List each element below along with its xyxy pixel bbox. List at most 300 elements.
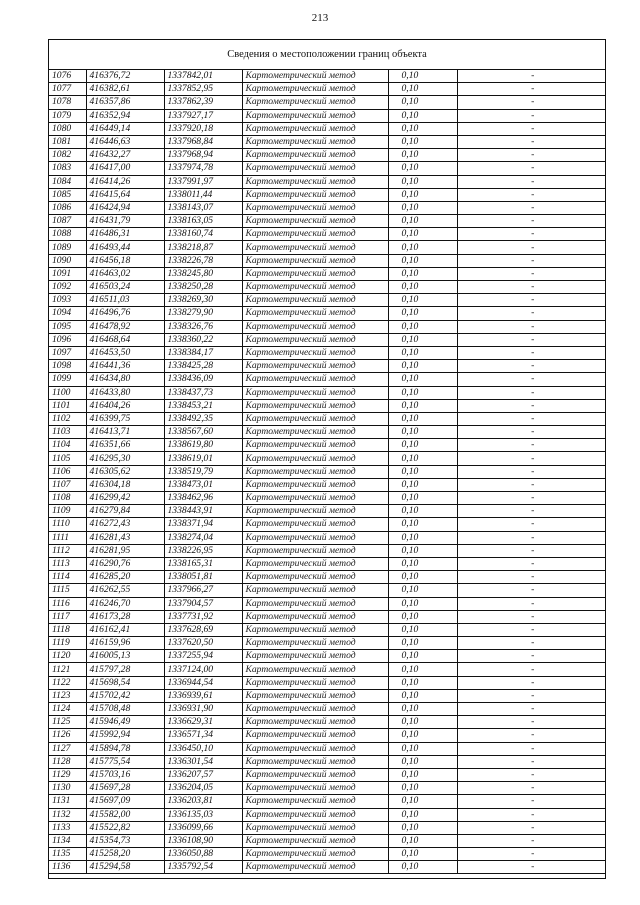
y-coordinate-cell: 1337968,94 <box>164 149 242 162</box>
x-coordinate-cell: 416404,26 <box>86 399 164 412</box>
point-number-cell: 1109 <box>49 505 86 518</box>
y-coordinate-cell: 1338453,21 <box>164 399 242 412</box>
point-number-cell: 1114 <box>49 571 86 584</box>
error-cell: 0,10 <box>388 346 457 359</box>
x-coordinate-cell: 416463,02 <box>86 267 164 280</box>
method-cell: Картометрический метод <box>242 689 388 702</box>
x-coordinate-cell: 415522,82 <box>86 821 164 834</box>
y-coordinate-cell: 1336629,31 <box>164 716 242 729</box>
error-cell: 0,10 <box>388 241 457 254</box>
method-cell: Картометрический метод <box>242 452 388 465</box>
y-coordinate-cell: 1338160,74 <box>164 228 242 241</box>
method-cell: Картометрический метод <box>242 228 388 241</box>
x-coordinate-cell: 415582,00 <box>86 808 164 821</box>
description-cell: - <box>457 373 605 386</box>
x-coordinate-cell: 416453,50 <box>86 346 164 359</box>
y-coordinate-cell: 1337920,18 <box>164 122 242 135</box>
error-cell: 0,10 <box>388 676 457 689</box>
y-coordinate-cell: 1338274,04 <box>164 531 242 544</box>
method-cell: Картометрический метод <box>242 571 388 584</box>
error-cell: 0,10 <box>388 96 457 109</box>
method-cell: Картометрический метод <box>242 109 388 122</box>
y-coordinate-cell: 1338384,17 <box>164 346 242 359</box>
error-cell: 0,10 <box>388 557 457 570</box>
x-coordinate-cell: 416441,36 <box>86 360 164 373</box>
x-coordinate-cell: 416414,26 <box>86 175 164 188</box>
method-cell: Картометрический метод <box>242 623 388 636</box>
x-coordinate-cell: 415294,58 <box>86 861 164 874</box>
point-number-cell: 1121 <box>49 663 86 676</box>
point-number-cell: 1112 <box>49 544 86 557</box>
table-row <box>49 254 605 267</box>
y-coordinate-cell: 1335792,54 <box>164 861 242 874</box>
x-coordinate-cell: 416468,64 <box>86 333 164 346</box>
x-coordinate-cell: 416413,71 <box>86 426 164 439</box>
error-cell: 0,10 <box>388 861 457 874</box>
error-cell: 0,10 <box>388 267 457 280</box>
method-cell: Картометрический метод <box>242 281 388 294</box>
table-row <box>49 610 605 623</box>
x-coordinate-cell: 416496,76 <box>86 307 164 320</box>
error-cell: 0,10 <box>388 122 457 135</box>
description-cell: - <box>457 834 605 847</box>
y-coordinate-cell: 1338619,01 <box>164 452 242 465</box>
description-cell: - <box>457 254 605 267</box>
y-coordinate-cell: 1336050,88 <box>164 848 242 861</box>
point-number-cell: 1105 <box>49 452 86 465</box>
description-cell: - <box>457 703 605 716</box>
table-row <box>49 83 605 96</box>
x-coordinate-cell: 415946,49 <box>86 716 164 729</box>
point-number-cell: 1130 <box>49 782 86 795</box>
y-coordinate-cell: 1336450,10 <box>164 742 242 755</box>
description-cell: - <box>457 162 605 175</box>
table-row <box>49 729 605 742</box>
description-cell: - <box>457 386 605 399</box>
error-cell: 0,10 <box>388 808 457 821</box>
error-cell: 0,10 <box>388 623 457 636</box>
x-coordinate-cell: 416456,18 <box>86 254 164 267</box>
point-number-cell: 1092 <box>49 281 86 294</box>
description-cell: - <box>457 597 605 610</box>
error-cell: 0,10 <box>388 360 457 373</box>
y-coordinate-cell: 1338462,96 <box>164 492 242 505</box>
error-cell: 0,10 <box>388 294 457 307</box>
y-coordinate-cell: 1336108,90 <box>164 834 242 847</box>
point-number-cell: 1128 <box>49 755 86 768</box>
y-coordinate-cell: 1338245,80 <box>164 267 242 280</box>
error-cell: 0,10 <box>388 201 457 214</box>
table-row <box>49 228 605 241</box>
x-coordinate-cell: 416382,61 <box>86 83 164 96</box>
point-number-cell: 1123 <box>49 689 86 702</box>
method-cell: Картометрический метод <box>242 729 388 742</box>
table-row <box>49 637 605 650</box>
point-number-cell: 1107 <box>49 478 86 491</box>
error-cell: 0,10 <box>388 254 457 267</box>
x-coordinate-cell: 416357,86 <box>86 96 164 109</box>
description-cell: - <box>457 861 605 874</box>
point-number-cell: 1096 <box>49 333 86 346</box>
point-number-cell: 1078 <box>49 96 86 109</box>
table-row <box>49 703 605 716</box>
point-number-cell: 1126 <box>49 729 86 742</box>
x-coordinate-cell: 416449,14 <box>86 122 164 135</box>
error-cell: 0,10 <box>388 755 457 768</box>
description-cell: - <box>457 228 605 241</box>
point-number-cell: 1080 <box>49 122 86 135</box>
table-row <box>49 135 605 148</box>
point-number-cell: 1087 <box>49 215 86 228</box>
method-cell: Картометрический метод <box>242 663 388 676</box>
method-cell: Картометрический метод <box>242 768 388 781</box>
method-cell: Картометрический метод <box>242 848 388 861</box>
method-cell: Картометрический метод <box>242 215 388 228</box>
y-coordinate-cell: 1338163,05 <box>164 215 242 228</box>
x-coordinate-cell: 415797,28 <box>86 663 164 676</box>
method-cell: Картометрический метод <box>242 175 388 188</box>
method-cell: Картометрический метод <box>242 557 388 570</box>
description-cell: - <box>457 426 605 439</box>
x-coordinate-cell: 416478,92 <box>86 320 164 333</box>
description-cell: - <box>457 333 605 346</box>
point-number-cell: 1118 <box>49 623 86 636</box>
method-cell: Картометрический метод <box>242 808 388 821</box>
method-cell: Картометрический метод <box>242 267 388 280</box>
error-cell: 0,10 <box>388 478 457 491</box>
point-number-cell: 1079 <box>49 109 86 122</box>
description-cell: - <box>457 557 605 570</box>
point-number-cell: 1125 <box>49 716 86 729</box>
y-coordinate-cell: 1337620,50 <box>164 637 242 650</box>
point-number-cell: 1102 <box>49 412 86 425</box>
x-coordinate-cell: 416162,41 <box>86 623 164 636</box>
description-cell: - <box>457 531 605 544</box>
method-cell: Картометрический метод <box>242 399 388 412</box>
y-coordinate-cell: 1336135,03 <box>164 808 242 821</box>
point-number-cell: 1077 <box>49 83 86 96</box>
table-row <box>49 465 605 478</box>
y-coordinate-cell: 1338492,35 <box>164 412 242 425</box>
page-number: 213 <box>311 12 329 24</box>
point-number-cell: 1086 <box>49 201 86 214</box>
method-cell: Картометрический метод <box>242 386 388 399</box>
x-coordinate-cell: 416005,13 <box>86 650 164 663</box>
table-row <box>49 70 605 83</box>
table-row <box>49 320 605 333</box>
y-coordinate-cell: 1337927,17 <box>164 109 242 122</box>
point-number-cell: 1090 <box>49 254 86 267</box>
description-cell: - <box>457 544 605 557</box>
point-number-cell: 1083 <box>49 162 86 175</box>
description-cell: - <box>457 412 605 425</box>
error-cell: 0,10 <box>388 531 457 544</box>
table-row <box>49 742 605 755</box>
method-cell: Картометрический метод <box>242 320 388 333</box>
table-row <box>49 281 605 294</box>
point-number-cell: 1135 <box>49 848 86 861</box>
y-coordinate-cell: 1337991,97 <box>164 175 242 188</box>
error-cell: 0,10 <box>388 281 457 294</box>
coordinates-sheet <box>48 39 606 879</box>
x-coordinate-cell: 416173,28 <box>86 610 164 623</box>
y-coordinate-cell: 1337731,92 <box>164 610 242 623</box>
error-cell: 0,10 <box>388 689 457 702</box>
method-cell: Картометрический метод <box>242 439 388 452</box>
description-cell: - <box>457 360 605 373</box>
description-cell: - <box>457 399 605 412</box>
method-cell: Картометрический метод <box>242 755 388 768</box>
error-cell: 0,10 <box>388 610 457 623</box>
table-row <box>49 650 605 663</box>
table-row <box>49 808 605 821</box>
error-cell: 0,10 <box>388 492 457 505</box>
y-coordinate-cell: 1337862,39 <box>164 96 242 109</box>
y-coordinate-cell: 1338051,81 <box>164 571 242 584</box>
error-cell: 0,10 <box>388 782 457 795</box>
x-coordinate-cell: 415698,54 <box>86 676 164 689</box>
y-coordinate-cell: 1338371,94 <box>164 518 242 531</box>
coordinates-table-body <box>49 70 605 874</box>
point-number-cell: 1113 <box>49 557 86 570</box>
x-coordinate-cell: 415708,48 <box>86 703 164 716</box>
method-cell: Картометрический метод <box>242 333 388 346</box>
method-cell: Картометрический метод <box>242 597 388 610</box>
table-row <box>49 399 605 412</box>
error-cell: 0,10 <box>388 386 457 399</box>
y-coordinate-cell: 1338519,79 <box>164 465 242 478</box>
error-cell: 0,10 <box>388 716 457 729</box>
y-coordinate-cell: 1336571,34 <box>164 729 242 742</box>
table-row <box>49 215 605 228</box>
error-cell: 0,10 <box>388 834 457 847</box>
y-coordinate-cell: 1338226,95 <box>164 544 242 557</box>
description-cell: - <box>457 307 605 320</box>
point-number-cell: 1108 <box>49 492 86 505</box>
table-row <box>49 848 605 861</box>
method-cell: Картометрический метод <box>242 254 388 267</box>
point-number-cell: 1081 <box>49 135 86 148</box>
point-number-cell: 1116 <box>49 597 86 610</box>
description-cell: - <box>457 623 605 636</box>
description-cell: - <box>457 70 605 83</box>
point-number-cell: 1094 <box>49 307 86 320</box>
method-cell: Картометрический метод <box>242 412 388 425</box>
table-row <box>49 689 605 702</box>
table-row <box>49 386 605 399</box>
x-coordinate-cell: 416281,43 <box>86 531 164 544</box>
table-row <box>49 412 605 425</box>
method-cell: Картометрический метод <box>242 373 388 386</box>
y-coordinate-cell: 1338226,78 <box>164 254 242 267</box>
x-coordinate-cell: 415703,16 <box>86 768 164 781</box>
method-cell: Картометрический метод <box>242 716 388 729</box>
error-cell: 0,10 <box>388 307 457 320</box>
x-coordinate-cell: 416446,63 <box>86 135 164 148</box>
error-cell: 0,10 <box>388 729 457 742</box>
error-cell: 0,10 <box>388 703 457 716</box>
description-cell: - <box>457 281 605 294</box>
table-row <box>49 755 605 768</box>
description-cell: - <box>457 294 605 307</box>
x-coordinate-cell: 416290,76 <box>86 557 164 570</box>
method-cell: Картометрический метод <box>242 149 388 162</box>
description-cell: - <box>457 215 605 228</box>
error-cell: 0,10 <box>388 597 457 610</box>
y-coordinate-cell: 1337904,57 <box>164 597 242 610</box>
table-row <box>49 360 605 373</box>
description-cell: - <box>457 439 605 452</box>
y-coordinate-cell: 1338437,73 <box>164 386 242 399</box>
error-cell: 0,10 <box>388 188 457 201</box>
error-cell: 0,10 <box>388 320 457 333</box>
method-cell: Картометрический метод <box>242 505 388 518</box>
x-coordinate-cell: 416432,27 <box>86 149 164 162</box>
description-cell: - <box>457 478 605 491</box>
y-coordinate-cell: 1338425,28 <box>164 360 242 373</box>
x-coordinate-cell: 416281,95 <box>86 544 164 557</box>
y-coordinate-cell: 1337255,94 <box>164 650 242 663</box>
y-coordinate-cell: 1338011,44 <box>164 188 242 201</box>
table-row <box>49 175 605 188</box>
x-coordinate-cell: 415697,28 <box>86 782 164 795</box>
error-cell: 0,10 <box>388 768 457 781</box>
table-row <box>49 861 605 874</box>
table-row <box>49 531 605 544</box>
table-row <box>49 518 605 531</box>
y-coordinate-cell: 1336204,05 <box>164 782 242 795</box>
table-row <box>49 492 605 505</box>
y-coordinate-cell: 1338436,09 <box>164 373 242 386</box>
description-cell: - <box>457 188 605 201</box>
method-cell: Картометрический метод <box>242 610 388 623</box>
description-cell: - <box>457 505 605 518</box>
point-number-cell: 1120 <box>49 650 86 663</box>
x-coordinate-cell: 415894,78 <box>86 742 164 755</box>
method-cell: Картометрический метод <box>242 122 388 135</box>
y-coordinate-cell: 1336207,57 <box>164 768 242 781</box>
point-number-cell: 1115 <box>49 584 86 597</box>
method-cell: Картометрический метод <box>242 795 388 808</box>
description-cell: - <box>457 452 605 465</box>
method-cell: Картометрический метод <box>242 650 388 663</box>
table-row <box>49 623 605 636</box>
table-row <box>49 373 605 386</box>
error-cell: 0,10 <box>388 518 457 531</box>
table-title: Сведения о местоположении границ объекта <box>49 40 605 70</box>
error-cell: 0,10 <box>388 228 457 241</box>
y-coordinate-cell: 1338250,28 <box>164 281 242 294</box>
point-number-cell: 1136 <box>49 861 86 874</box>
table-row <box>49 333 605 346</box>
point-number-cell: 1117 <box>49 610 86 623</box>
method-cell: Картометрический метод <box>242 70 388 83</box>
point-number-cell: 1085 <box>49 188 86 201</box>
x-coordinate-cell: 416246,70 <box>86 597 164 610</box>
x-coordinate-cell: 416415,64 <box>86 188 164 201</box>
x-coordinate-cell: 416285,20 <box>86 571 164 584</box>
y-coordinate-cell: 1338165,31 <box>164 557 242 570</box>
description-cell: - <box>457 650 605 663</box>
point-number-cell: 1097 <box>49 346 86 359</box>
error-cell: 0,10 <box>388 571 457 584</box>
description-cell: - <box>457 808 605 821</box>
y-coordinate-cell: 1336203,81 <box>164 795 242 808</box>
description-cell: - <box>457 768 605 781</box>
error-cell: 0,10 <box>388 742 457 755</box>
point-number-cell: 1095 <box>49 320 86 333</box>
description-cell: - <box>457 755 605 768</box>
method-cell: Картометрический метод <box>242 531 388 544</box>
method-cell: Картометрический метод <box>242 492 388 505</box>
method-cell: Картометрический метод <box>242 584 388 597</box>
point-number-cell: 1082 <box>49 149 86 162</box>
error-cell: 0,10 <box>388 109 457 122</box>
description-cell: - <box>457 610 605 623</box>
point-number-cell: 1129 <box>49 768 86 781</box>
method-cell: Картометрический метод <box>242 135 388 148</box>
description-cell: - <box>457 201 605 214</box>
description-cell: - <box>457 346 605 359</box>
table-row <box>49 716 605 729</box>
method-cell: Картометрический метод <box>242 360 388 373</box>
method-cell: Картометрический метод <box>242 834 388 847</box>
table-row <box>49 452 605 465</box>
description-cell: - <box>457 782 605 795</box>
description-cell: - <box>457 689 605 702</box>
table-row <box>49 821 605 834</box>
table-row <box>49 557 605 570</box>
y-coordinate-cell: 1336301,54 <box>164 755 242 768</box>
y-coordinate-cell: 1338269,30 <box>164 294 242 307</box>
x-coordinate-cell: 416305,62 <box>86 465 164 478</box>
y-coordinate-cell: 1336931,90 <box>164 703 242 716</box>
method-cell: Картометрический метод <box>242 861 388 874</box>
y-coordinate-cell: 1337628,69 <box>164 623 242 636</box>
point-number-cell: 1110 <box>49 518 86 531</box>
description-cell: - <box>457 637 605 650</box>
method-cell: Картометрический метод <box>242 703 388 716</box>
description-cell: - <box>457 109 605 122</box>
error-cell: 0,10 <box>388 373 457 386</box>
method-cell: Картометрический метод <box>242 821 388 834</box>
description-cell: - <box>457 571 605 584</box>
table-row <box>49 201 605 214</box>
error-cell: 0,10 <box>388 821 457 834</box>
y-coordinate-cell: 1338473,01 <box>164 478 242 491</box>
point-number-cell: 1131 <box>49 795 86 808</box>
description-cell: - <box>457 848 605 861</box>
description-cell: - <box>457 795 605 808</box>
error-cell: 0,10 <box>388 83 457 96</box>
error-cell: 0,10 <box>388 412 457 425</box>
error-cell: 0,10 <box>388 399 457 412</box>
coordinates-table <box>49 70 605 874</box>
table-row <box>49 188 605 201</box>
error-cell: 0,10 <box>388 149 457 162</box>
description-cell: - <box>457 676 605 689</box>
error-cell: 0,10 <box>388 465 457 478</box>
error-cell: 0,10 <box>388 439 457 452</box>
method-cell: Картометрический метод <box>242 201 388 214</box>
point-number-cell: 1124 <box>49 703 86 716</box>
x-coordinate-cell: 415775,54 <box>86 755 164 768</box>
x-coordinate-cell: 416351,66 <box>86 439 164 452</box>
x-coordinate-cell: 416376,72 <box>86 70 164 83</box>
description-cell: - <box>457 83 605 96</box>
x-coordinate-cell: 415992,94 <box>86 729 164 742</box>
y-coordinate-cell: 1336939,61 <box>164 689 242 702</box>
